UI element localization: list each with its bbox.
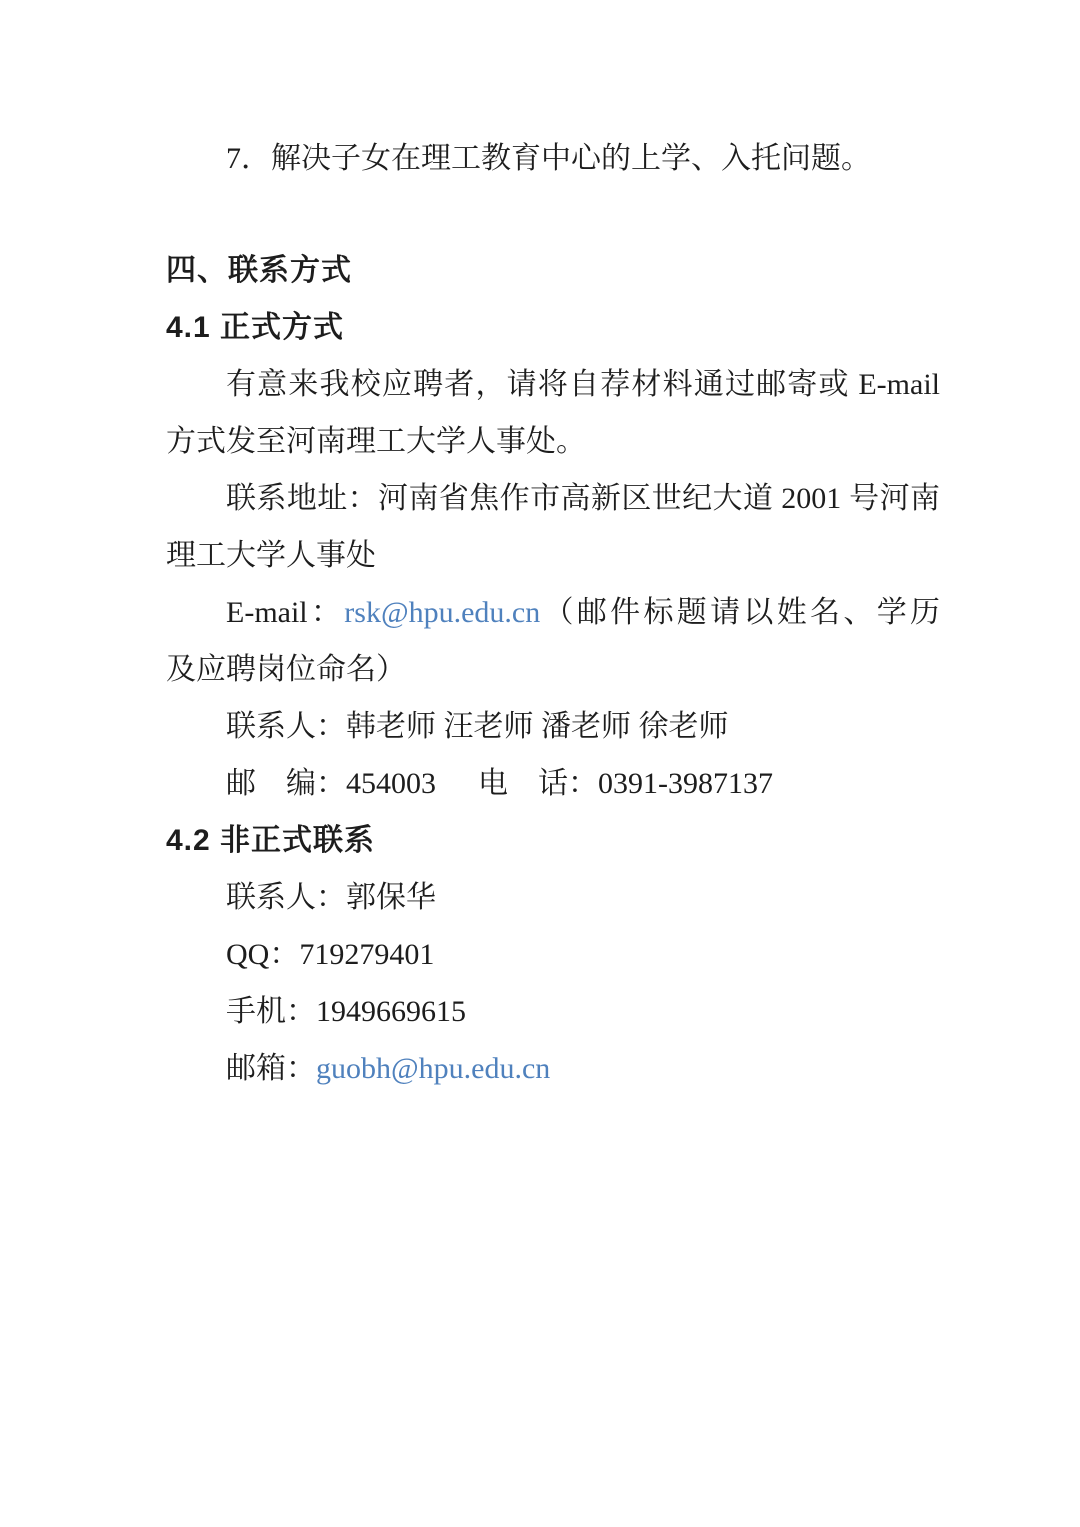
phone-value: 0391-3987137 — [598, 767, 773, 800]
intro-line-2: 方式发至河南理工大学人事处。 — [166, 425, 586, 458]
qq-value: 719279401 — [299, 938, 435, 971]
qq-line — [166, 926, 940, 983]
email-note-start: （邮件标题请以姓名、学历 — [540, 596, 941, 629]
subsection-heading-informal: 4.2 非正式联系 — [166, 824, 376, 857]
email-line — [166, 584, 940, 641]
mailbox-line — [166, 1040, 940, 1097]
welfare-list-item: 7．解决子女在理工教育中心的上学、入托问题。 — [226, 142, 871, 175]
subsection-heading-formal: 4.1 正式方式 — [166, 311, 345, 344]
mobile-value: 1949669615 — [316, 995, 466, 1028]
intro-line-1: 有意来我校应聘者，请将自荐材料通过邮寄或 E-mail — [226, 368, 940, 401]
postcode-label: 邮 编： — [226, 767, 346, 800]
email-note-end: 及应聘岗位命名） — [166, 653, 406, 686]
phone-label: 电 话： — [478, 767, 598, 800]
email-label: E-mail： — [226, 596, 345, 629]
qq-label: QQ： — [226, 938, 300, 971]
postcode-value: 454003 — [346, 767, 436, 800]
informal-contact-line: 联系人：郭保华 — [226, 881, 436, 914]
address-line-2: 理工大学人事处 — [166, 539, 376, 572]
postcode-phone-line — [166, 755, 940, 812]
address-line-1: 联系地址：河南省焦作市高新区世纪大道 2001 号河南 — [226, 482, 940, 515]
mailbox-link[interactable]: guobh@hpu.edu.cn — [316, 1052, 551, 1085]
section-heading-contact: 四、联系方式 — [166, 254, 352, 287]
contacts-line: 联系人：韩老师 汪老师 潘老师 徐老师 — [226, 710, 729, 743]
mailbox-label: 邮箱： — [226, 1052, 316, 1085]
mobile-label: 手机： — [226, 995, 316, 1028]
email-link[interactable]: rsk@hpu.edu.cn — [344, 596, 541, 629]
mobile-line — [166, 983, 940, 1040]
